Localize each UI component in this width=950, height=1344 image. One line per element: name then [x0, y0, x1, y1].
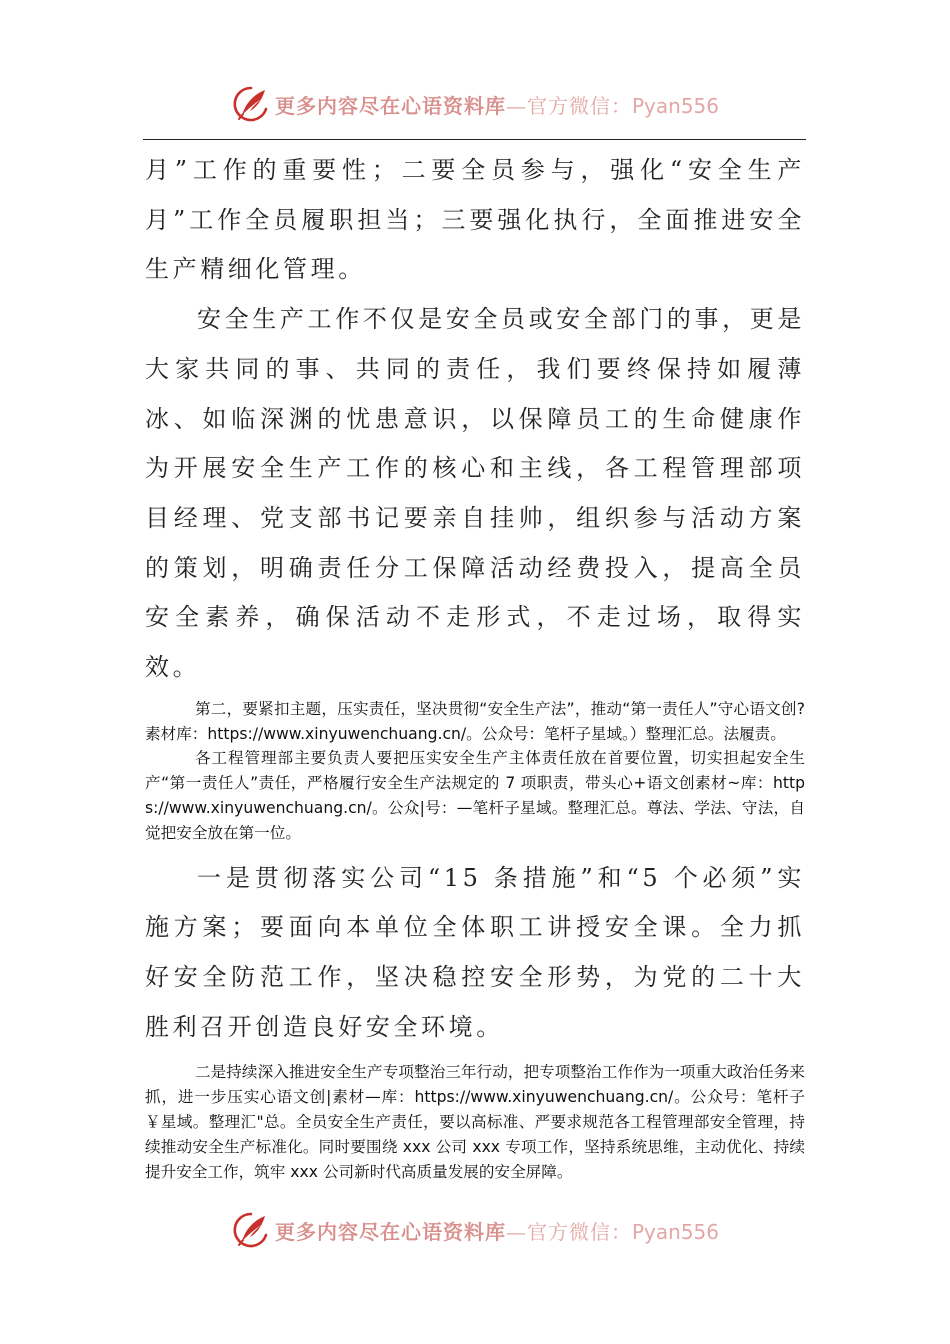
- header-watermark: [0, 82, 950, 126]
- watermark-dash: —: [505, 1219, 527, 1244]
- watermark-wechat-id: Pyan556: [631, 93, 719, 118]
- watermark-official: 官方微信：: [526, 93, 632, 118]
- watermark-official: 官方微信：: [526, 1219, 632, 1244]
- feather-pen-circle-icon: [231, 1210, 271, 1250]
- footer-watermark: [0, 1208, 950, 1252]
- paragraph-6: 二是持续深入推进安全生产专项整治三年行动，把专项整治工作作为一项重大政治任务来抓，进一步压实心语文创|素材—库：https://www.xinyuwenchuang.cn/。公众号：笔杆子￥星域。整理汇"总。全员安全生产责任，要以高标准、严要求规范各工程管理部安全管理，持续推动安全生产标准化。同时要围绕 xxx 公司 xxx 专项工作，坚持系统思维，主动优化、持续提升安全工作，筑牢 xxx 公司新时代高质量发展的安全屏障。: [145, 1063, 805, 1181]
- header-rule: [143, 139, 806, 140]
- watermark-brand: 更多内容尽在心语资料库: [274, 1219, 506, 1244]
- paragraph-4: 各工程管理部主要负责人要把压实安全生产主体责任放在首要位置，切实担起安全生产“第一责任人”责任，严格履行安全生产法规定的 7 项职责，带头心+语文创素材~库：https://www.xinyuwenchuang.cn/。公众|号：—笔杆子星域。整理汇总。尊法、学法、守法，自觉把安全放在第一位。: [145, 749, 805, 842]
- watermark-text: [275, 90, 719, 119]
- watermark-text: [275, 1216, 719, 1245]
- paragraph-3: 第二，要紧扣主题，压实责任，坚决贯彻“安全生产法”，推动“第一责任人”守心语文创?素材库：https://www.xinyuwenchuang.cn/。公众号：笔杆子星域。）整理汇总。法履责。: [145, 699, 805, 743]
- document-body: [145, 146, 805, 1184]
- feather-pen-circle-icon: [231, 84, 271, 124]
- paragraph-5: 一是贯彻落实公司“15 条措施”和“5 个必须”实施方案；要面向本单位全体职工讲授安全课。全力抓好安全防范工作，坚决稳控安全形势，为党的二十大胜利召开创造良好安全环境。: [145, 863, 805, 1041]
- paragraph-1: 月”工作的重要性；二要全员参与，强化“安全生产月”工作全员履职担当；三要强化执行，全面推进安全生产精细化管理。: [145, 156, 805, 284]
- watermark-brand: 更多内容尽在心语资料库: [274, 93, 506, 118]
- paragraph-2: 安全生产工作不仅是安全员或安全部门的事，更是大家共同的事、共同的责任，我们要终保持如履薄冰、如临深渊的忧患意识，以保障员工的生命健康作为开展安全生产工作的核心和主线，各工程管理部项目经理、党支部书记要亲自挂帅，组织参与活动方案的策划，明确责任分工保障活动经费投入，提高全员安全素养，确保活动不走形式，不走过场，取得实效。: [145, 305, 805, 682]
- watermark-wechat-id: Pyan556: [631, 1219, 719, 1244]
- watermark-dash: —: [505, 93, 527, 118]
